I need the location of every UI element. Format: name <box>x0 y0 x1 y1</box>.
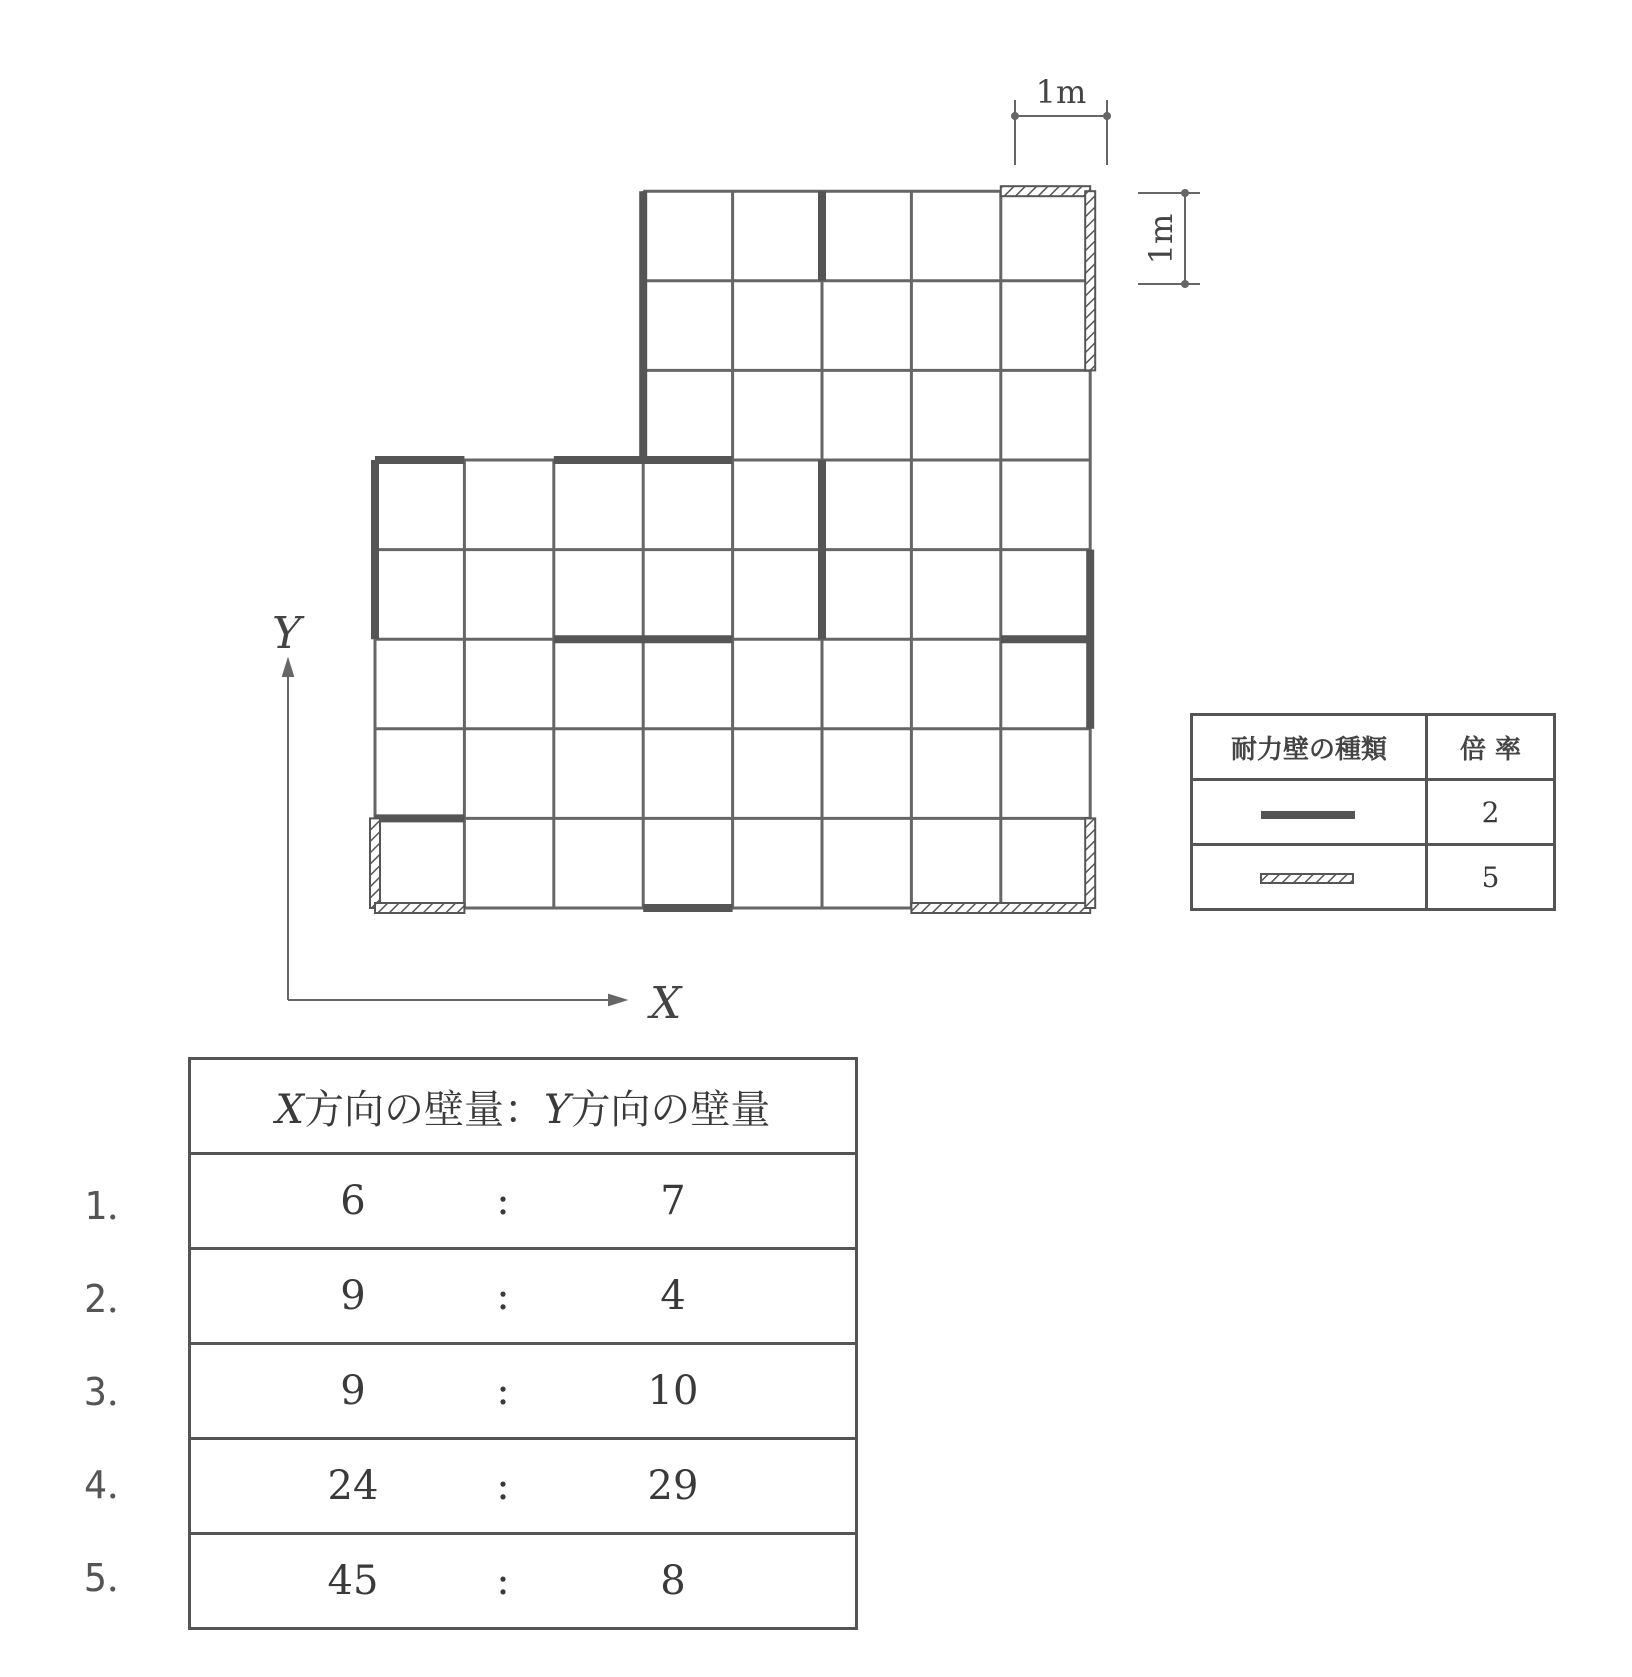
header-x: X <box>275 1086 305 1133</box>
x-axis-label: X <box>650 978 682 1029</box>
legend-table <box>1190 713 1556 911</box>
choice-sep: : <box>496 1178 510 1224</box>
y-axis-label: Y <box>272 608 302 659</box>
choice-y-value: 7 <box>660 1178 686 1224</box>
axes <box>283 660 625 1005</box>
legend-header-type: 耐力壁の種類 <box>1192 715 1427 780</box>
choice-row-5 <box>190 1534 857 1629</box>
dim-height-label: 1m <box>1142 213 1180 265</box>
header-sep: ： <box>504 1086 545 1133</box>
legend-ratio-solid: 2 <box>1427 780 1555 845</box>
header-y-suffix: 方向の壁量 <box>570 1086 771 1133</box>
hatched-wall-symbol <box>1259 871 1359 887</box>
grid-lines <box>375 191 1090 908</box>
choice-x-value: 45 <box>327 1558 379 1604</box>
choice-sep: : <box>496 1558 510 1604</box>
choice-x-value: 9 <box>340 1368 366 1414</box>
choices-header <box>190 1059 857 1154</box>
choice-y-value: 29 <box>647 1463 699 1509</box>
choice-sep: : <box>496 1368 510 1414</box>
legend-ratio-hatched: 5 <box>1427 845 1555 910</box>
legend-hatched-wall-sample <box>1192 845 1427 910</box>
choice-number-5: 5． <box>84 1556 145 1600</box>
choice-sep: : <box>496 1463 510 1509</box>
legend-header-ratio: 倍 率 <box>1427 715 1555 780</box>
choice-y-value: 8 <box>660 1558 686 1604</box>
hatched-wall <box>375 903 464 913</box>
header-x-suffix: 方向の壁量 <box>304 1086 505 1133</box>
choice-x-value: 9 <box>340 1273 366 1319</box>
hatched-wall <box>1001 186 1090 196</box>
choice-x-value: 24 <box>327 1463 379 1509</box>
dim-width-label: 1m <box>1035 73 1087 111</box>
choice-row-4 <box>190 1439 857 1534</box>
choice-x-value: 6 <box>340 1178 366 1224</box>
legend-solid-wall-sample <box>1192 780 1427 845</box>
choice-row-1 <box>190 1154 857 1249</box>
choice-number-3: 3． <box>84 1370 145 1414</box>
choice-y-value: 10 <box>647 1368 699 1414</box>
choice-number-4: 4． <box>84 1463 145 1507</box>
hatched-wall <box>911 903 1090 913</box>
solid-wall-symbol <box>1259 808 1359 822</box>
choice-number-2: 2． <box>84 1277 145 1321</box>
choice-number-1: 1． <box>84 1184 145 1228</box>
choice-row-3 <box>190 1344 857 1439</box>
hatched-wall <box>370 818 380 908</box>
choice-row-2 <box>190 1249 857 1344</box>
header-y: Y <box>544 1086 571 1133</box>
choice-y-value: 4 <box>660 1273 686 1319</box>
hatched-wall <box>1085 818 1095 908</box>
hatched-wall <box>1085 191 1095 370</box>
x-axis-arrow <box>609 995 625 1005</box>
choice-sep: : <box>496 1273 510 1319</box>
y-axis-arrow <box>283 660 293 676</box>
choices-table <box>188 1057 858 1630</box>
